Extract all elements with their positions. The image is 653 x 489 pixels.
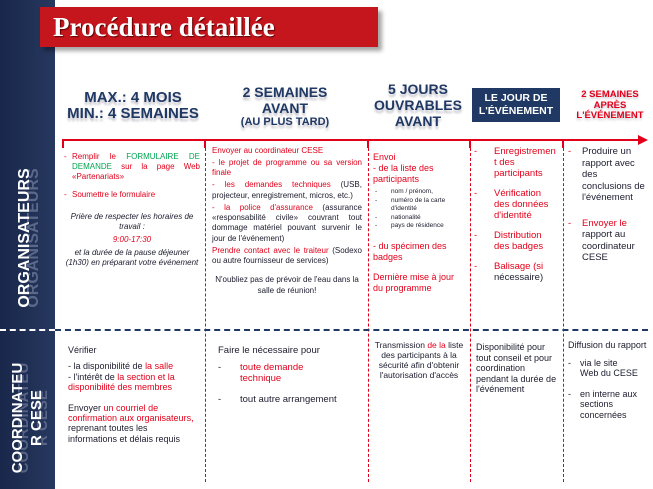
list-item	[568, 146, 648, 204]
water-reminder: N'oubliez pas de prévoir de l'eau dans la salle de réunion!	[215, 275, 359, 295]
working-hours-note	[64, 212, 200, 268]
role-label-coordinateur	[8, 353, 48, 483]
column-header-line: 2 SEMAINES	[242, 84, 328, 100]
column-header-line: LE JOUR DE	[484, 92, 548, 104]
text-segment: (Sodexo ou autre fournisseur de services)	[212, 245, 362, 266]
bullet: -	[474, 188, 478, 199]
paragraph: Envoi	[373, 152, 396, 162]
list-item-text: Distribution des badges	[494, 230, 544, 252]
column-header-line: 5 JOURS	[388, 81, 448, 97]
text-segment: reprenant toutes les informations et délais requis	[68, 423, 181, 444]
list-item	[64, 190, 200, 200]
list-item-text: nationalité	[391, 213, 421, 221]
column-header-line: AVANT	[261, 99, 309, 116]
column-header-max-min	[62, 90, 204, 122]
text-segment: - l'intérêt de	[68, 371, 115, 382]
list-item-text	[72, 152, 200, 182]
paragraph: Diffusion du rapport	[568, 340, 647, 350]
text-segment: - la disponibilité de	[68, 361, 143, 372]
list-item-text	[494, 261, 556, 283]
text-segment: Envoyer	[68, 402, 102, 413]
list-item-text: Enregistrement des participants	[494, 146, 556, 179]
paragraph: - de la liste des participants	[373, 163, 434, 184]
paragraph	[68, 361, 196, 371]
list-item	[568, 358, 648, 379]
column-divider	[205, 143, 206, 482]
coordinateur-col-5-jours	[373, 340, 465, 380]
list-item-text: via le site Web du CESE	[580, 357, 638, 378]
list-item-text: Produire un rapport avec des conclusions de l'événement	[582, 146, 645, 203]
coordinateur-col-jour-evenement: Disponibilité pour tout conseil et pour coordination pendant la durée de l'événement	[476, 342, 557, 394]
bullet: -	[474, 146, 478, 157]
bullet: -	[375, 188, 378, 195]
paragraph	[212, 180, 362, 201]
text-segment-highlight: FORMULAIRE DE DEMANDE	[72, 152, 200, 171]
column-header-jour-evenement	[472, 88, 560, 122]
role-label-organisateurs: ORGANISATEURS	[16, 168, 33, 308]
column-header-5-jours	[368, 81, 468, 129]
list-item-text: tout autre arrangement	[240, 394, 337, 405]
list-item-text: Vérification des données d'identité	[494, 188, 549, 221]
participant-details-list	[375, 188, 465, 231]
column-header-2-semaines-avant	[205, 85, 365, 129]
text-segment: un courriel de confirmation aux organisateurs,	[68, 402, 194, 424]
column-divider	[563, 143, 564, 482]
working-hours: 9:00-17:30	[112, 235, 152, 244]
text-segment: sur la page Web «Partenariats»	[72, 162, 200, 181]
list-item	[64, 152, 200, 182]
paragraph	[212, 246, 362, 267]
coordinateur-col-apres	[568, 340, 648, 420]
list-item-text: nom / prénom,	[391, 188, 433, 195]
paragraph	[68, 403, 196, 445]
timeline-axis	[62, 139, 640, 141]
page-title: Procédure détaillée	[53, 12, 275, 42]
bullet: -	[568, 217, 572, 229]
bullet: -	[64, 190, 67, 199]
text-segment: Prendre contact avec le traiteur	[212, 245, 329, 255]
list-item	[474, 230, 560, 252]
coordinateur-col-max-min	[68, 345, 196, 444]
list-item	[375, 222, 465, 231]
row-divider-band	[0, 329, 55, 331]
column-header-2-semaines-apres	[570, 90, 650, 122]
list-item	[218, 394, 363, 405]
list-item	[375, 214, 465, 223]
list-item	[568, 218, 648, 264]
list-item-text: numéro de la carte d'identité	[391, 196, 446, 212]
text-segment: Envoyer le	[582, 217, 627, 229]
bullet: -	[218, 362, 222, 373]
organisateurs-col-apres	[568, 146, 648, 264]
text-segment: Balisage (si	[494, 261, 544, 272]
bullet: -	[218, 394, 222, 405]
bullet: -	[568, 357, 571, 368]
bullet: -	[375, 213, 378, 221]
timeline-tick	[62, 139, 64, 148]
list-item	[218, 362, 363, 384]
coordinateur-col-2-semaines	[218, 345, 363, 405]
list-item	[568, 389, 648, 421]
paragraph	[212, 203, 362, 245]
timeline-arrow-head	[638, 135, 648, 145]
bullet: -	[568, 388, 571, 399]
text-segment: nécessaire)	[494, 272, 544, 283]
row-divider	[55, 329, 648, 331]
column-header-line: L'ÉVÉNEMENT	[478, 105, 554, 117]
paragraph	[68, 372, 196, 393]
column-header-line: OUVRABLES	[374, 97, 462, 113]
list-item-text: toute demande technique	[240, 362, 304, 384]
list-item	[474, 146, 560, 179]
text-segment: la section et la disponibilité des membres	[68, 371, 175, 393]
role-label-coordinateur-line: R CESE	[28, 390, 45, 446]
organisateurs-col-max-min	[64, 152, 200, 268]
organisateurs-col-jour-evenement	[474, 146, 560, 283]
paragraph: - du spécimen des badges	[373, 240, 447, 262]
column-header-line: MIN.: 4 SEMAINES	[67, 105, 199, 122]
text-segment: - les demandes techniques	[212, 180, 331, 190]
column-header-line: APRÈS	[593, 99, 627, 111]
organisateurs-col-2-semaines	[212, 146, 362, 298]
text-segment: rapport au coordinateur CESE	[582, 229, 635, 263]
column-header-line: (AU PLUS TARD)	[240, 116, 330, 128]
column-divider	[470, 143, 471, 482]
paragraph: Vérifier	[68, 345, 97, 355]
paragraph: Dernière mise à jour du programme	[373, 271, 455, 293]
bullet: -	[375, 196, 378, 204]
list-item	[474, 261, 560, 283]
column-divider	[368, 143, 369, 482]
list-item	[375, 188, 465, 197]
bullet: -	[64, 152, 67, 161]
text-segment: (assurance «responsabilité civile» couvrant tout dommage matériel pouvant survenir le jour de l'événement)	[212, 202, 362, 243]
text-segment: Remplir le	[72, 152, 116, 161]
list-item	[474, 188, 560, 221]
text-segment: Transmission	[374, 340, 425, 350]
list-item	[375, 197, 465, 214]
role-label-coordinateur-line: COORDINATEU	[9, 362, 26, 474]
text-segment: la salle	[145, 361, 174, 372]
text-segment: de la	[427, 340, 446, 350]
paragraph: Envoyer au coordinateur CESE	[212, 146, 324, 155]
note-text: Prière de respecter les horaires de travail :	[70, 212, 194, 231]
bullet: -	[474, 261, 478, 272]
text-segment: - la police d'assurance	[212, 202, 313, 212]
paragraph: - le projet de programme ou sa version finale	[212, 157, 362, 178]
column-header-line: L'ÉVÉNEMENT	[576, 110, 644, 121]
column-header-line: 2 SEMAINES	[581, 89, 639, 100]
note-text: et la durée de la pause déjeuner (1h30) en préparant votre événement	[65, 248, 199, 267]
bullet: -	[375, 222, 378, 229]
paragraph: Faire le nécessaire pour	[218, 345, 320, 356]
text-segment: (USB, projecteur, enregistrement, micros, etc.)	[212, 180, 362, 200]
column-header-line: MAX.: 4 MOIS	[84, 89, 182, 106]
list-item-text	[582, 218, 646, 264]
list-item-text: pays de résidence	[391, 222, 444, 229]
list-item-text: en interne aux sections concernées	[580, 388, 638, 420]
column-header-line: AVANT	[394, 113, 442, 129]
text-segment: liste des participants à la sécurité afin d'obtenir l'autorisation d'accès	[378, 340, 464, 380]
title-banner	[40, 7, 378, 47]
bullet: -	[568, 146, 572, 157]
organisateurs-col-5-jours	[373, 152, 465, 294]
list-item-text: Soumettre le formulaire	[72, 190, 156, 199]
bullet: -	[474, 230, 478, 241]
